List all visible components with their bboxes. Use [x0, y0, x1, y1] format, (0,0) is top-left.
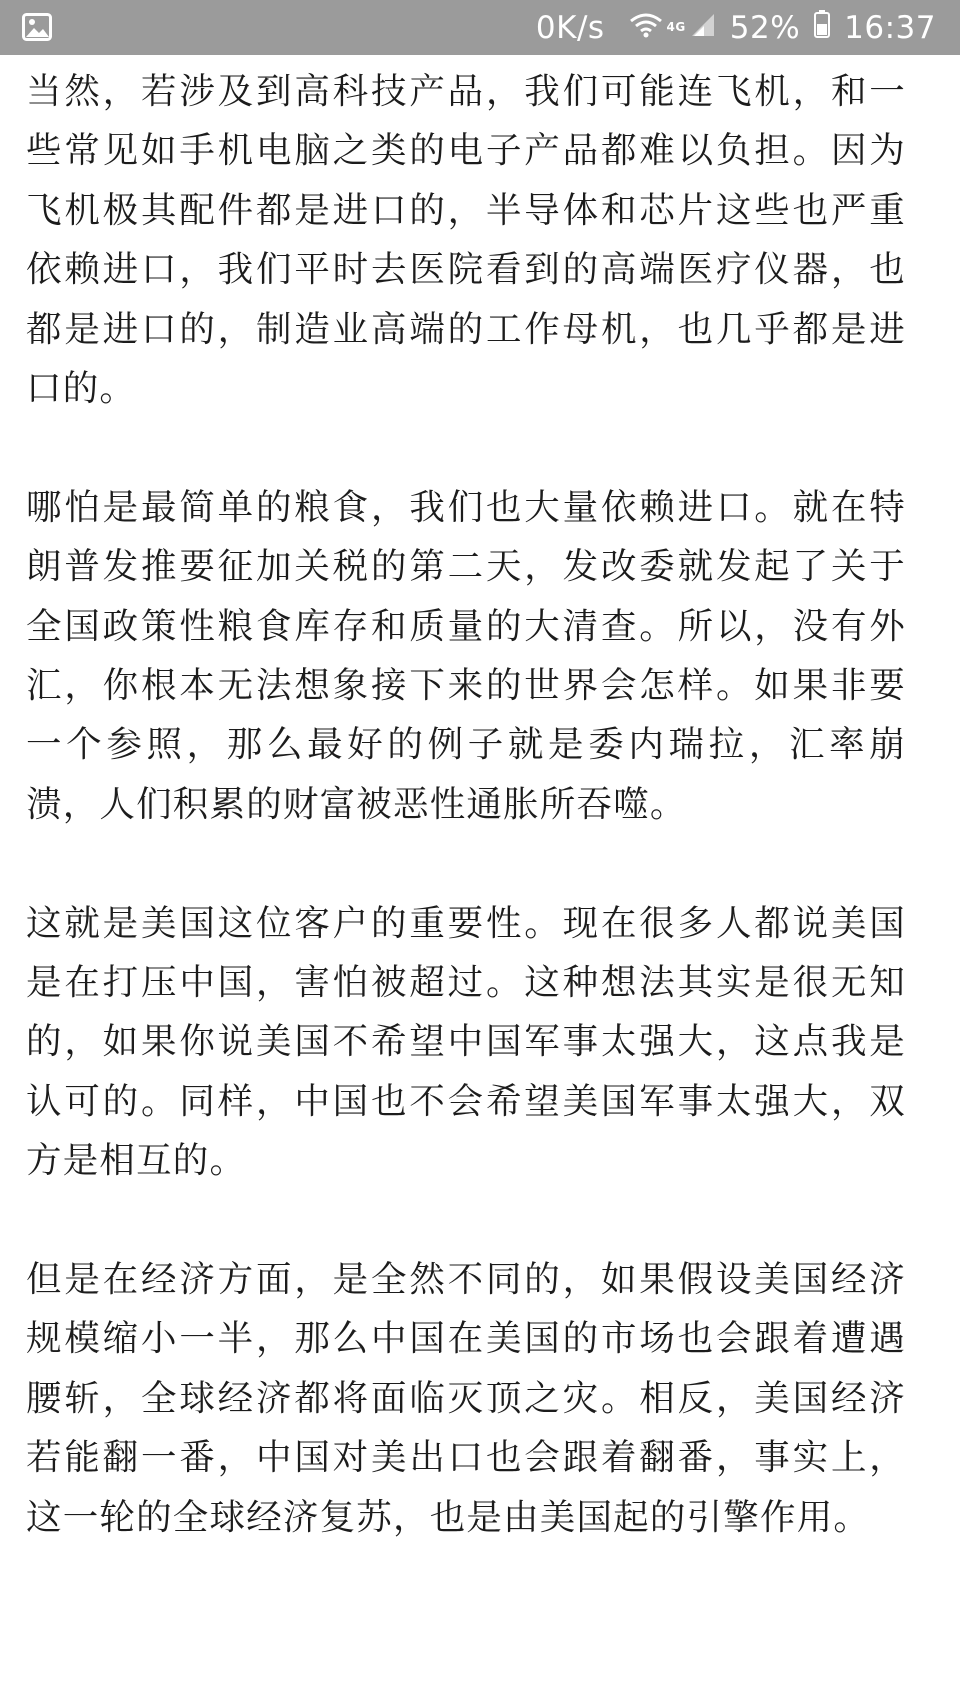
signal-group — [629, 10, 716, 46]
net-speed-label: 0K/s — [535, 9, 605, 46]
image-icon — [22, 13, 52, 41]
cell-signal-icon — [690, 10, 716, 46]
network-type-label: 4G — [666, 19, 686, 34]
article-body — [26, 62, 906, 1547]
battery-percent-label: 52% — [729, 9, 801, 46]
battery-icon — [814, 10, 830, 46]
article-paragraph-2: 哪怕是最简单的粮食，我们也大量依赖进口。就在特朗普发推要征加关税的第二天，发改委就发起了关于全国政策性粮食库存和质量的大清查。所以，没有外汇，你根本无法想象接下来的世界会怎样。如果非要一个参照，那么最好的例子就是委内瑞拉，汇率崩溃，人们积累的财富被恶性通胀所吞噬。 — [26, 486, 906, 825]
status-indicators — [536, 0, 936, 55]
article-paragraph-4: 但是在经济方面，是全然不同的，如果假设美国经济规模缩小一半，那么中国在美国的市场也会跟着遭遇腰斩，全球经济都将面临灭顶之灾。相反，美国经济若能翻一番，中国对美出口也会跟着翻番，事实上，这一轮的全球经济复苏，也是由美国起的引擎作用。 — [26, 1259, 906, 1538]
status-bar — [0, 0, 960, 55]
article-paragraph-3: 这就是美国这位客户的重要性。现在很多人都说美国是在打压中国，害怕被超过。这种想法其实是很无知的，如果你说美国不希望中国军事太强大，这点我是认可的。同样，中国也不会希望美国军事太强大，双方是相互的。 — [26, 902, 906, 1182]
wifi-icon — [629, 10, 663, 46]
article-paragraph-1: 当然，若涉及到高科技产品，我们可能连飞机，和一些常见如手机电脑之类的电子产品都难以负担。因为飞机极其配件都是进口的，半导体和芯片这些也严重依赖进口，我们平时去医院看到的高端医疗仪器，也都是进口的，制造业高端的工作母机，也几乎都是进口的。 — [26, 71, 906, 410]
clock-label: 16:37 — [844, 9, 936, 46]
